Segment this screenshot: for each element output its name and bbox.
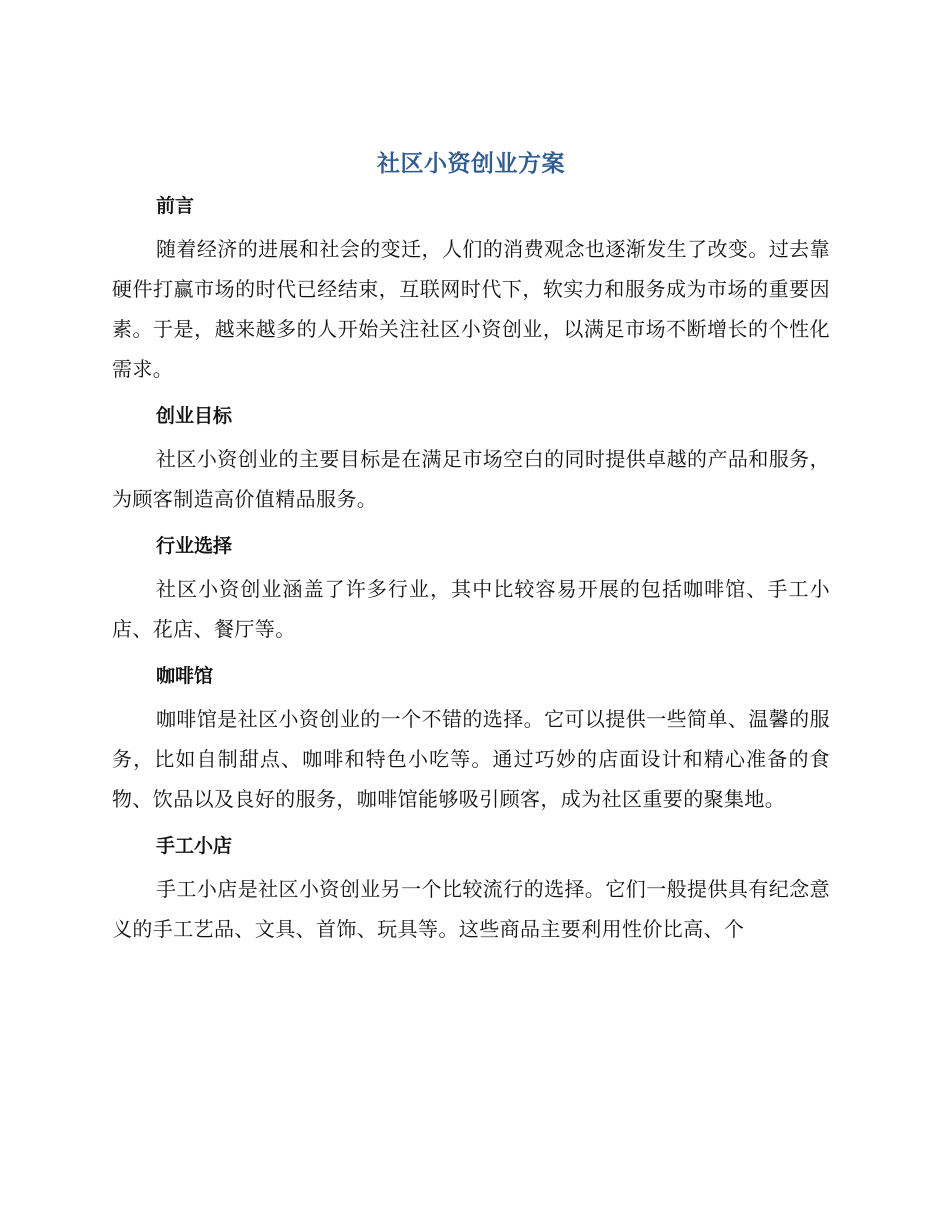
section-body: 咖啡馆是社区小资创业的一个不错的选择。它可以提供一些简单、温馨的服务，比如自制甜点、咖啡和特色小吃等。通过巧妙的店面设计和精心准备的食物、饮品以及良好的服务，咖啡馆能够吸引顾客，成为社区重要的聚集地。 — [112, 707, 830, 811]
section-body: 手工小店是社区小资创业另一个比较流行的选择。它们一般提供具有纪念意义的手工艺品、文具、首饰、玩具等。这些商品主要利用性价比高、个 — [112, 877, 830, 941]
section-body: 社区小资创业涵盖了许多行业，其中比较容易开展的包括咖啡馆、手工小店、花店、餐厅等。 — [112, 577, 830, 641]
section-heading: 行业选择 — [156, 535, 233, 557]
section-goals — [112, 401, 830, 519]
document-title: 社区小资创业方案 — [377, 151, 565, 177]
document-page — [112, 145, 830, 949]
section-preface — [112, 191, 830, 389]
section-industry-choice — [112, 531, 830, 649]
section-heading: 创业目标 — [156, 405, 233, 427]
section-handicraft-shop — [112, 831, 830, 949]
section-cafe — [112, 661, 830, 819]
section-heading: 前言 — [156, 195, 195, 217]
section-body: 随着经济的进展和社会的变迁，人们的消费观念也逐渐发生了改变。过去靠硬件打赢市场的时代已经结束，互联网时代下，软实力和服务成为市场的重要因素。于是，越来越多的人开始关注社区小资创业，以满足市场不断增长的个性化需求。 — [112, 237, 830, 381]
section-body: 社区小资创业的主要目标是在满足市场空白的同时提供卓越的产品和服务，为顾客制造高价值精品服务。 — [112, 447, 830, 511]
section-heading: 手工小店 — [156, 835, 233, 857]
section-heading: 咖啡馆 — [156, 665, 214, 687]
